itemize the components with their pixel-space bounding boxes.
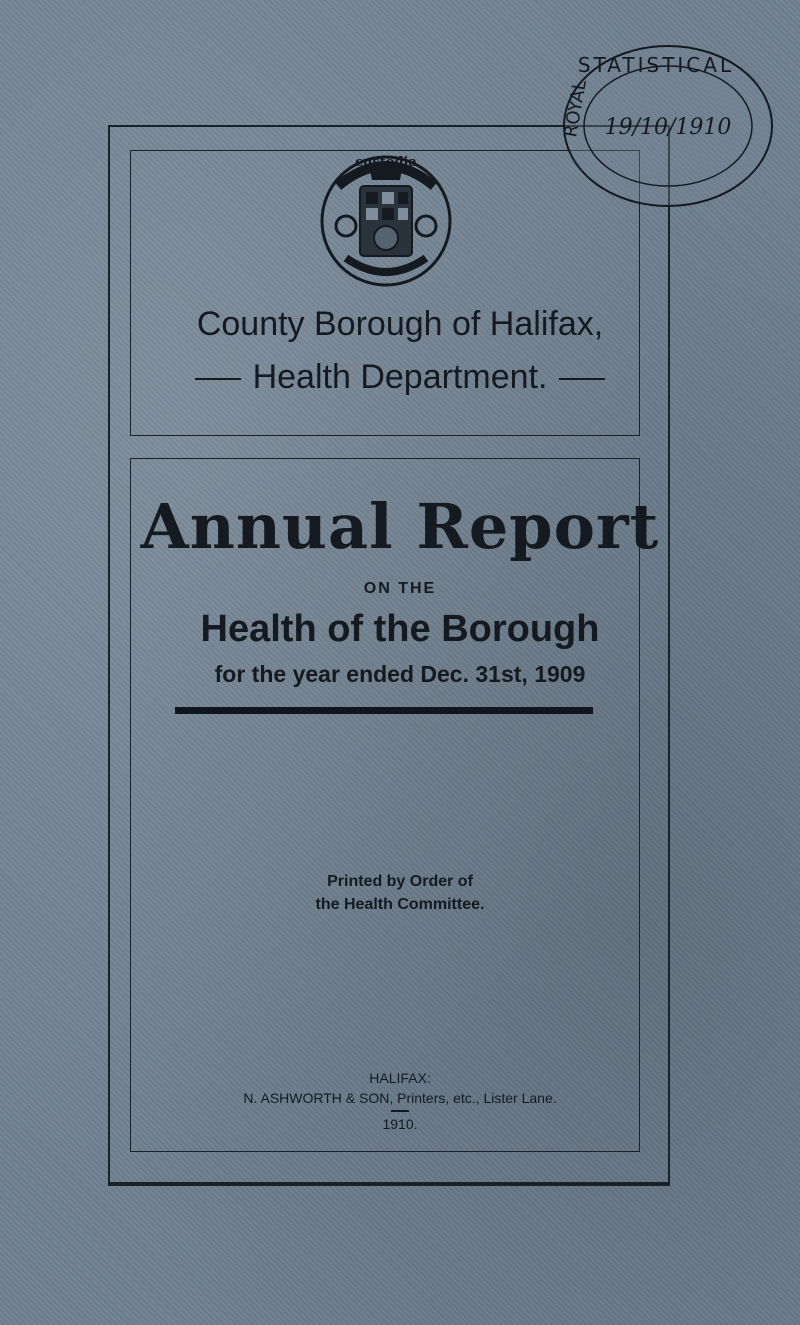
imprint-dash [391,1110,409,1112]
dash-right [559,378,605,380]
imprint-printer: N. ASHWORTH & SON, Printers, etc., Lister Lane. [243,1090,557,1106]
library-stamp-icon [556,38,780,214]
imprint-year: 1910. [382,1116,418,1132]
on-the-label: ON THE [363,580,437,597]
department-heading [0,358,800,397]
borough-crest-icon [316,146,456,296]
stamp-handwritten-date: 19/10/1910 [604,115,732,140]
department-heading-text: Health Department. [252,358,548,396]
stamp-left-text: ROYAL [560,78,591,139]
heavy-rule [175,707,593,714]
printed-line-2: the Health Committee. [315,896,485,913]
report-subject: Health of the Borough [200,608,600,650]
outer-bottom-rule [108,1183,670,1186]
crest-motto: custodia [355,155,417,170]
stamp-top-text: STATISTICAL [577,53,735,77]
imprint-place: HALIFAX: [369,1070,431,1086]
printed-line-1: Printed by Order of [327,873,473,890]
report-period: for the year ended Dec. 31st, 1909 [214,661,586,687]
dash-left [195,378,241,380]
printed-by-block [0,870,800,916]
printer-imprint [0,1068,800,1134]
borough-heading: County Borough of Halifax, [196,305,604,343]
report-title: Annual Report [140,490,660,563]
